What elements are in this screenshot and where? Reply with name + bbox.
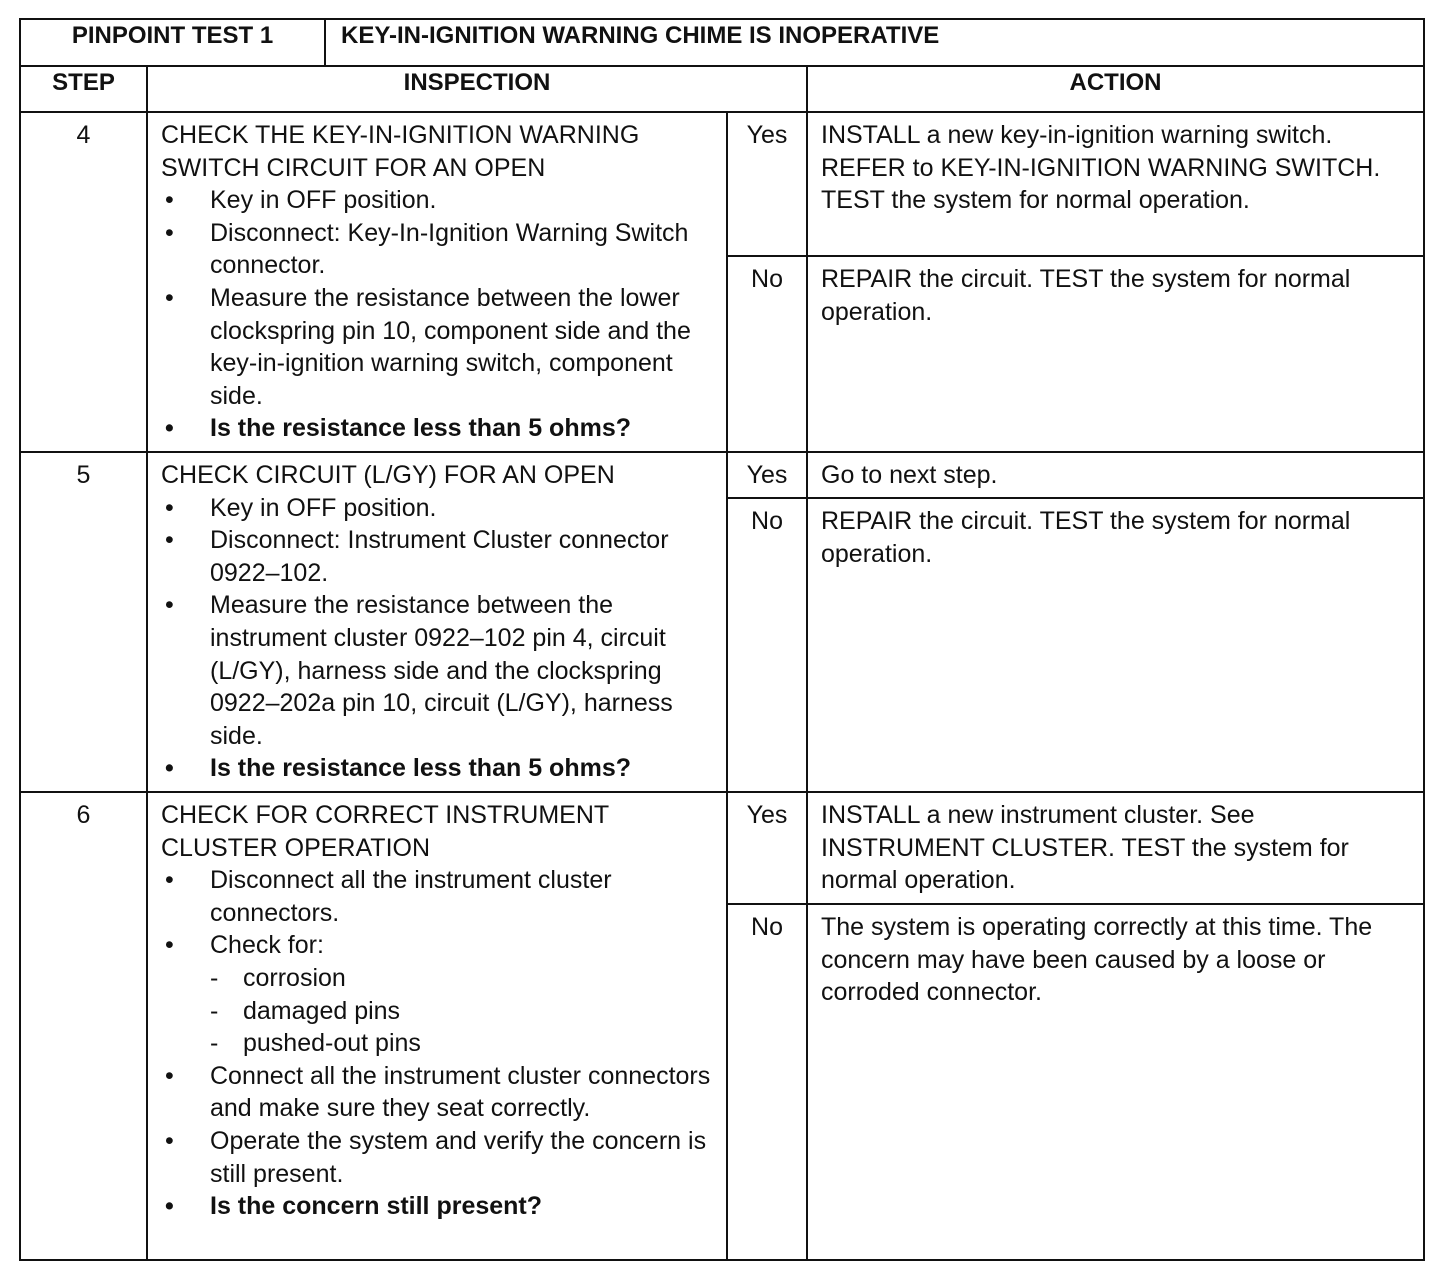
step-inspection [147,792,727,1260]
step-bullet: • Measure the resistance between the lower clockspring pin 10, component side and the key-in-ignition warning switch, component side. [161,282,720,412]
step-number: 5 [20,452,147,792]
yes-label: Yes [727,792,807,904]
no-action: The system is operating correctly at this time. The concern may have been caused by a loose or corroded connector. [807,904,1424,1260]
column-header-inspection: INSPECTION [147,66,807,112]
step-number: 4 [20,112,147,452]
test-header-row [20,19,1424,66]
no-label: No [727,498,807,792]
column-header-action: ACTION [807,66,1424,112]
step-bullet-text: Check for: [210,931,324,960]
step-number: 6 [20,792,147,1260]
step-title: CHECK THE KEY-IN-IGNITION WARNING SWITCH CIRCUIT FOR AN OPEN [161,121,640,182]
step-bullet-list [161,864,720,1223]
yes-label: Yes [727,452,807,498]
step-bullet: • Disconnect all the instrument cluster connectors. [161,864,720,929]
step-bullet: • Disconnect: Key-In-Ignition Warning Switch connector. [161,217,720,282]
column-header-step: STEP [20,66,147,112]
yes-label: Yes [727,112,807,256]
no-label: No [727,256,807,452]
step-row-6-yes [20,792,1424,904]
check-item: - corrosion [210,962,720,995]
step-inspection [147,112,727,452]
step-bullet: • Key in OFF position. [161,492,720,525]
step-inspection [147,452,727,792]
step-bullet: • Measure the resistance between the instrument cluster 0922–102 pin 4, circuit (L/GY), harness side and the clockspring 0922–202a pin 10, circuit (L/GY), harness side. [161,589,720,752]
step-question: • Is the resistance less than 5 ohms? [161,752,720,785]
test-id: PINPOINT TEST 1 [20,19,325,66]
step-bullet: • Connect all the instrument cluster connectors and make sure they seat correctly. [161,1060,720,1125]
step-bullet-check-for [161,929,720,1059]
check-item: - pushed-out pins [210,1027,720,1060]
step-bullet-list [161,492,720,785]
step-title: CHECK FOR CORRECT INSTRUMENT CLUSTER OPERATION [161,801,609,862]
step-title: CHECK CIRCUIT (L/GY) FOR AN OPEN [161,461,615,489]
check-item: - damaged pins [210,995,720,1028]
yes-action: Go to next step. [807,452,1424,498]
step-bullet: • Key in OFF position. [161,184,720,217]
no-action: REPAIR the circuit. TEST the system for normal operation. [807,498,1424,792]
yes-action: INSTALL a new instrument cluster. See INSTRUMENT CLUSTER. TEST the system for normal operation. [807,792,1424,904]
pinpoint-test-table [19,18,1425,1261]
step-bullet: • Operate the system and verify the concern is still present. [161,1125,720,1190]
no-action: REPAIR the circuit. TEST the system for normal operation. [807,256,1424,452]
step-question: • Is the concern still present? [161,1190,720,1223]
test-title: KEY-IN-IGNITION WARNING CHIME IS INOPERATIVE [325,19,1424,66]
step-row-4-yes [20,112,1424,256]
check-item-list [210,962,720,1060]
yes-action: INSTALL a new key-in-ignition warning switch. REFER to KEY-IN-IGNITION WARNING SWITCH. TEST the system for normal operation. [807,112,1424,256]
column-header-row [20,66,1424,112]
step-row-5-yes [20,452,1424,498]
step-bullet-list [161,184,720,445]
step-question: • Is the resistance less than 5 ohms? [161,412,720,445]
step-bullet: • Disconnect: Instrument Cluster connector 0922–102. [161,524,720,589]
no-label: No [727,904,807,1260]
